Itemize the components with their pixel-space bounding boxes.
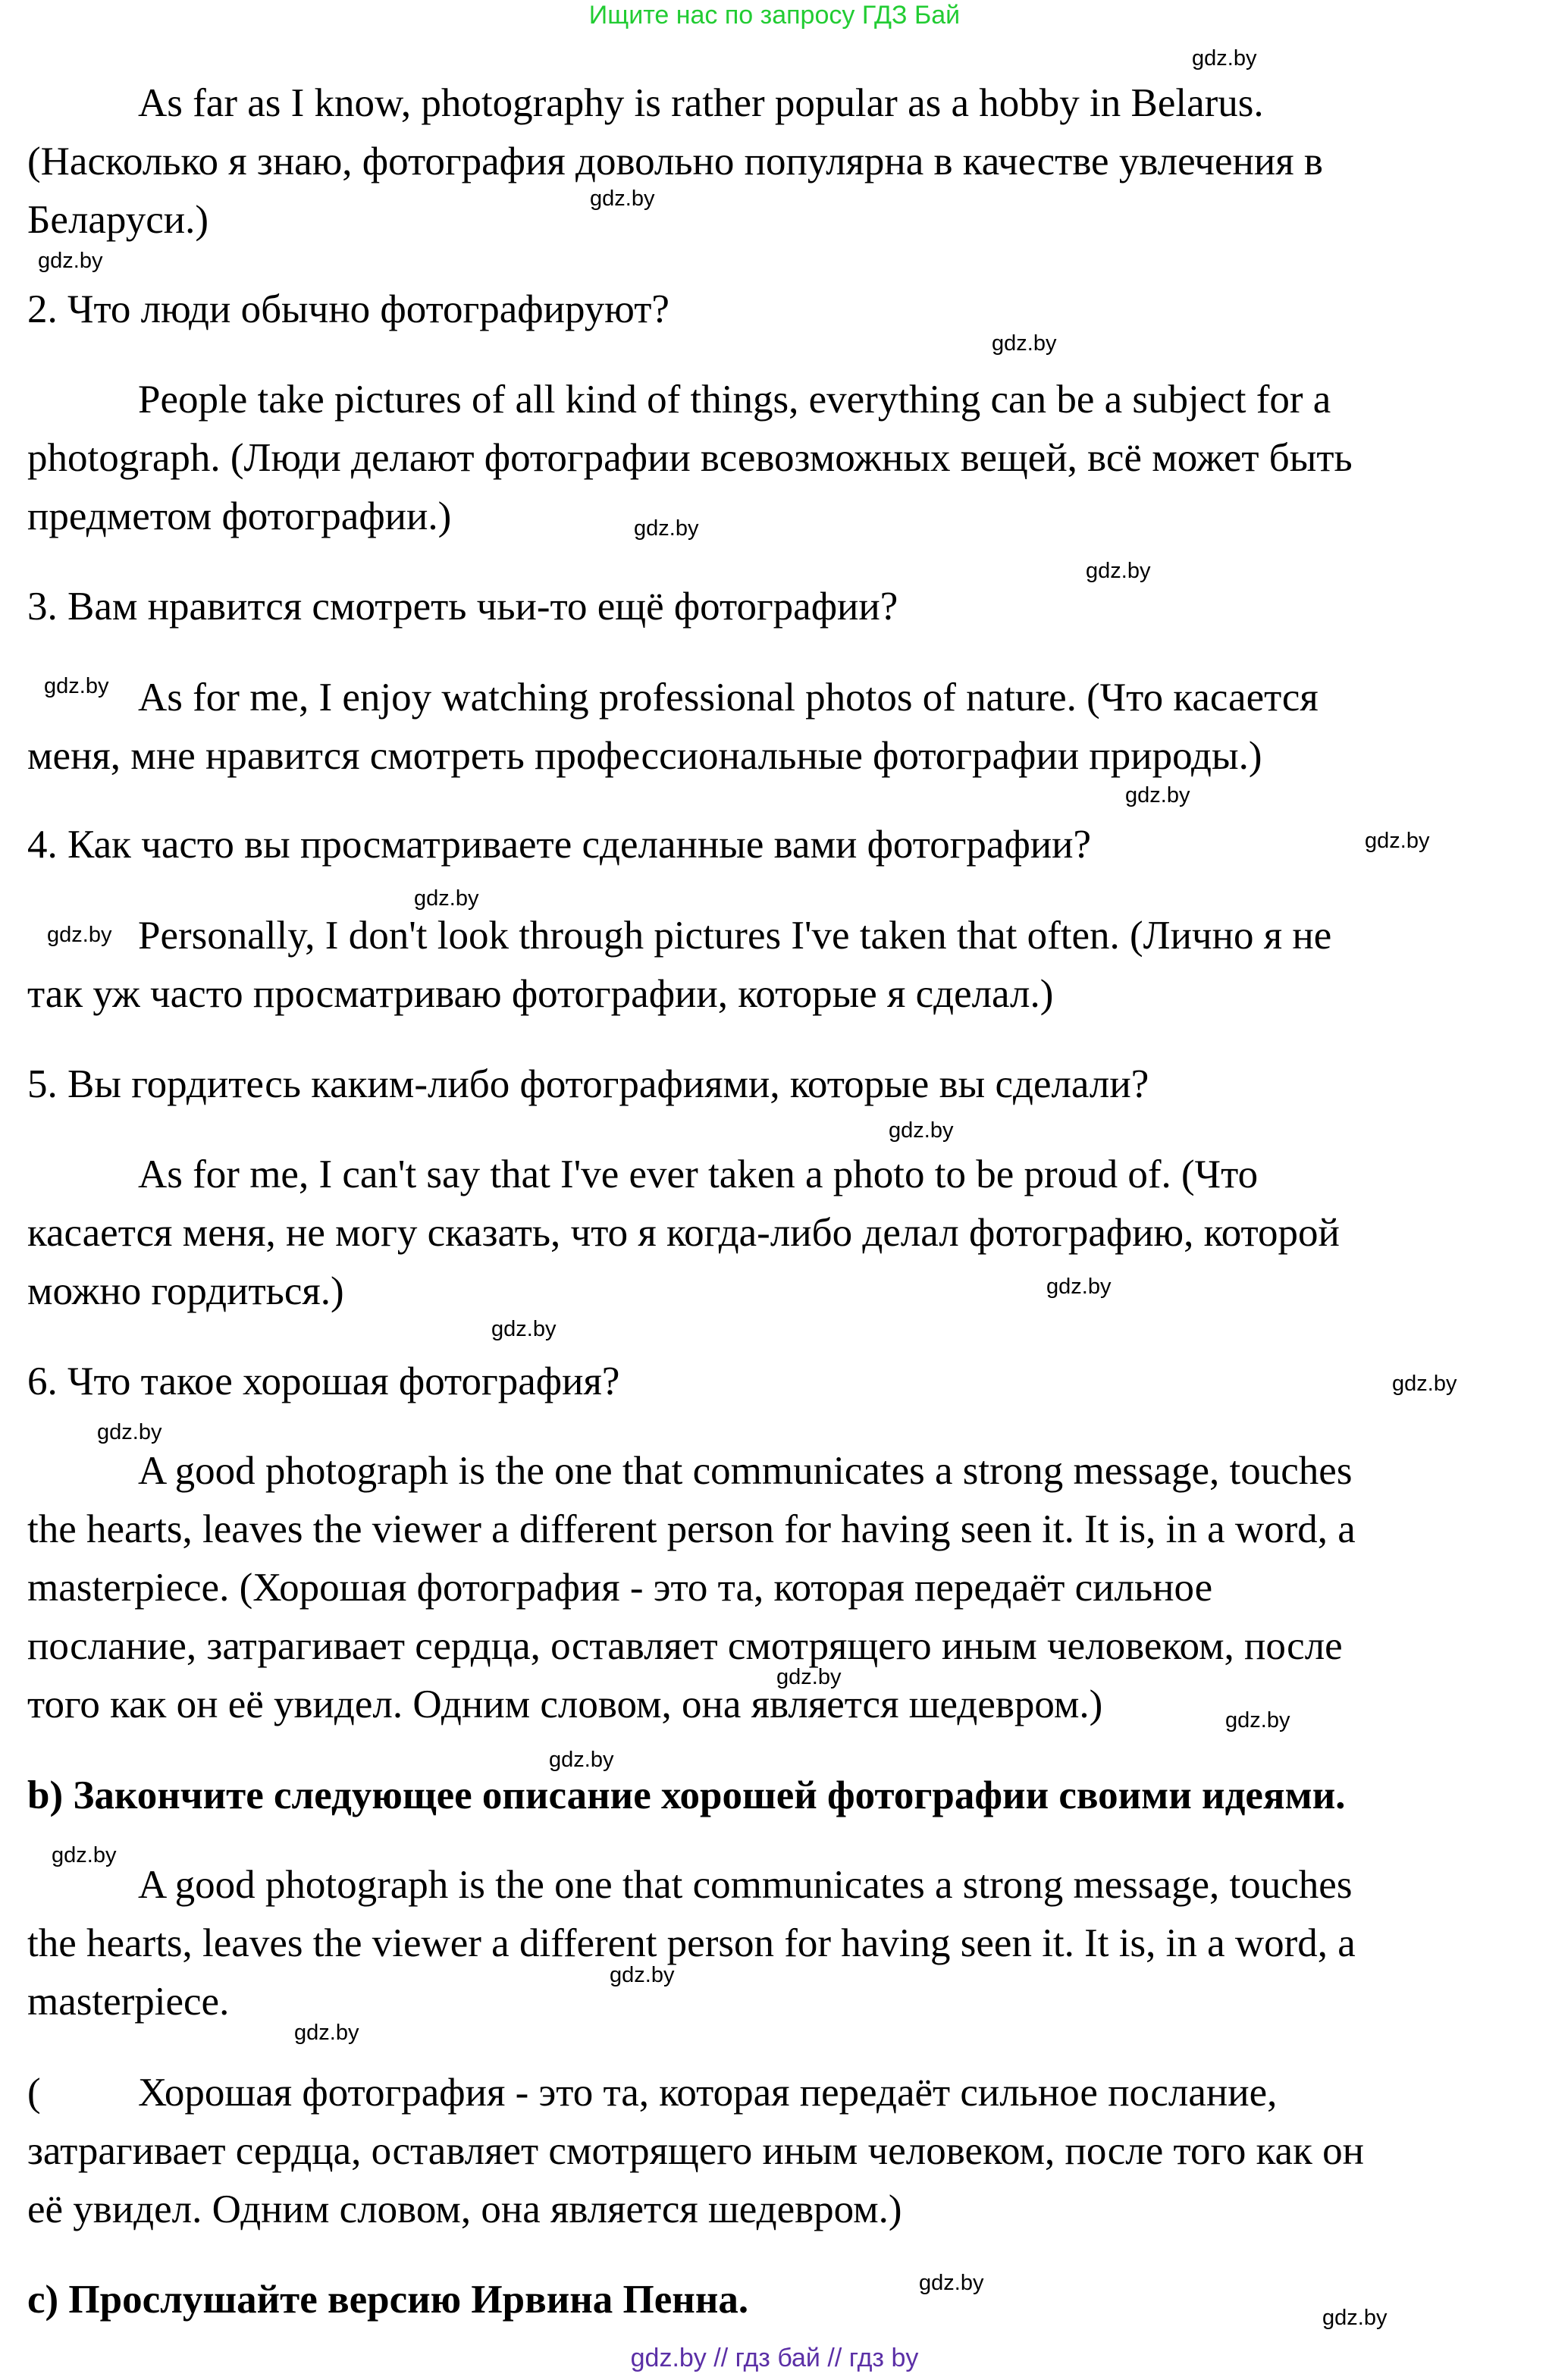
text-line: Хорошая фотография - это та, которая передаёт сильное послание, bbox=[138, 2071, 1278, 2115]
text-line: того как он её увидел. Одним словом, она является шедевром.) bbox=[27, 1682, 1103, 1726]
watermark: gdz.by bbox=[47, 923, 112, 947]
watermark: gdz.by bbox=[491, 1317, 557, 1341]
text-line: можно гордиться.) bbox=[27, 1269, 344, 1313]
text-line: A good photograph is the one that communicates a strong message, touches bbox=[138, 1863, 1353, 1907]
watermark: gdz.by bbox=[97, 1420, 162, 1444]
watermark: gdz.by bbox=[992, 331, 1057, 356]
watermark: gdz.by bbox=[1086, 559, 1151, 583]
text-paren: ( bbox=[27, 2071, 41, 2115]
watermark: gdz.by bbox=[590, 187, 655, 211]
watermark: gdz.by bbox=[610, 1963, 675, 1987]
text-line: предметом фотографии.) bbox=[27, 494, 452, 538]
text-line: так уж часто просматриваю фотографии, которые я сделал.) bbox=[27, 972, 1054, 1016]
text-line: A good photograph is the one that communicates a strong message, touches bbox=[138, 1449, 1353, 1493]
watermark: gdz.by bbox=[44, 674, 109, 698]
text-line: её увидел. Одним словом, она является шедевром.) bbox=[27, 2187, 902, 2231]
text-line: касается меня, не могу сказать, что я когда-либо делал фотографию, которой bbox=[27, 1211, 1340, 1255]
section-c-heading: c) Прослушайте версию Ирвина Пенна. bbox=[27, 2278, 749, 2322]
text-line: Personally, I don't look through pictures I've taken that often. (Лично я не bbox=[138, 914, 1332, 958]
text-line: People take pictures of all kind of things, everything can be a subject for a bbox=[138, 378, 1331, 422]
top-banner: Ищите нас по запросу ГДЗ Бай bbox=[588, 1, 961, 30]
text-line: As for me, I enjoy watching professional photos of nature. (Что касается bbox=[138, 676, 1319, 720]
watermark: gdz.by bbox=[1192, 46, 1257, 71]
question-3: 3. Вам нравится смотреть чьи-то ещё фотографии? bbox=[27, 585, 898, 629]
watermark: gdz.by bbox=[1046, 1275, 1112, 1299]
text-line: masterpiece. (Хорошая фотография - это та, которая передаёт сильное bbox=[27, 1566, 1213, 1610]
watermark: gdz.by bbox=[414, 886, 479, 911]
text-line: masterpiece. bbox=[27, 1980, 230, 2024]
question-5: 5. Вы гордитесь каким-либо фотографиями, которые вы сделали? bbox=[27, 1062, 1149, 1106]
watermark: gdz.by bbox=[52, 1843, 117, 1867]
watermark: gdz.by bbox=[1125, 783, 1190, 807]
text-line: As for me, I can't say that I've ever taken a photo to be proud of. (Что bbox=[138, 1152, 1259, 1196]
text-line: the hearts, leaves the viewer a different person for having seen it. It is, in a word, a bbox=[27, 1921, 1356, 1965]
text-line: photograph. (Люди делают фотографии всевозможных вещей, всё может быть bbox=[27, 436, 1353, 480]
watermark: gdz.by bbox=[1392, 1372, 1457, 1396]
watermark: gdz.by bbox=[1225, 1708, 1290, 1732]
watermark: gdz.by bbox=[1365, 829, 1430, 853]
text-line: послание, затрагивает сердца, оставляет смотрящего иным человеком, после bbox=[27, 1624, 1343, 1668]
watermark: gdz.by bbox=[549, 1748, 614, 1772]
footer-links: gdz.by // гдз бай // гдз by bbox=[630, 2344, 919, 2372]
watermark: gdz.by bbox=[634, 516, 699, 541]
section-b-heading: b) Закончите следующее описание хорошей фотографии своими идеями. bbox=[27, 1773, 1346, 1817]
text-line: (Насколько я знаю, фотография довольно популярна в качестве увлечения в bbox=[27, 140, 1323, 183]
watermark: gdz.by bbox=[889, 1118, 954, 1143]
text-line: the hearts, leaves the viewer a different person for having seen it. It is, in a word, a bbox=[27, 1507, 1356, 1551]
watermark: gdz.by bbox=[294, 2021, 359, 2045]
question-4: 4. Как часто вы просматриваете сделанные вами фотографии? bbox=[27, 823, 1092, 867]
watermark: gdz.by bbox=[38, 249, 103, 273]
text-line: As far as I know, photography is rather popular as a hobby in Belarus. bbox=[138, 81, 1264, 125]
watermark: gdz.by bbox=[1322, 2306, 1388, 2330]
question-4-2: 2. Что люди обычно фотографируют? bbox=[27, 287, 669, 331]
text-line: меня, мне нравится смотреть профессиональные фотографии природы.) bbox=[27, 734, 1262, 778]
question-6: 6. Что такое хорошая фотография? bbox=[27, 1359, 620, 1403]
text-line: Беларуси.) bbox=[27, 198, 209, 242]
watermark: gdz.by bbox=[919, 2271, 984, 2295]
watermark: gdz.by bbox=[776, 1665, 842, 1689]
text-line: затрагивает сердца, оставляет смотрящего иным человеком, после того как он bbox=[27, 2129, 1364, 2173]
